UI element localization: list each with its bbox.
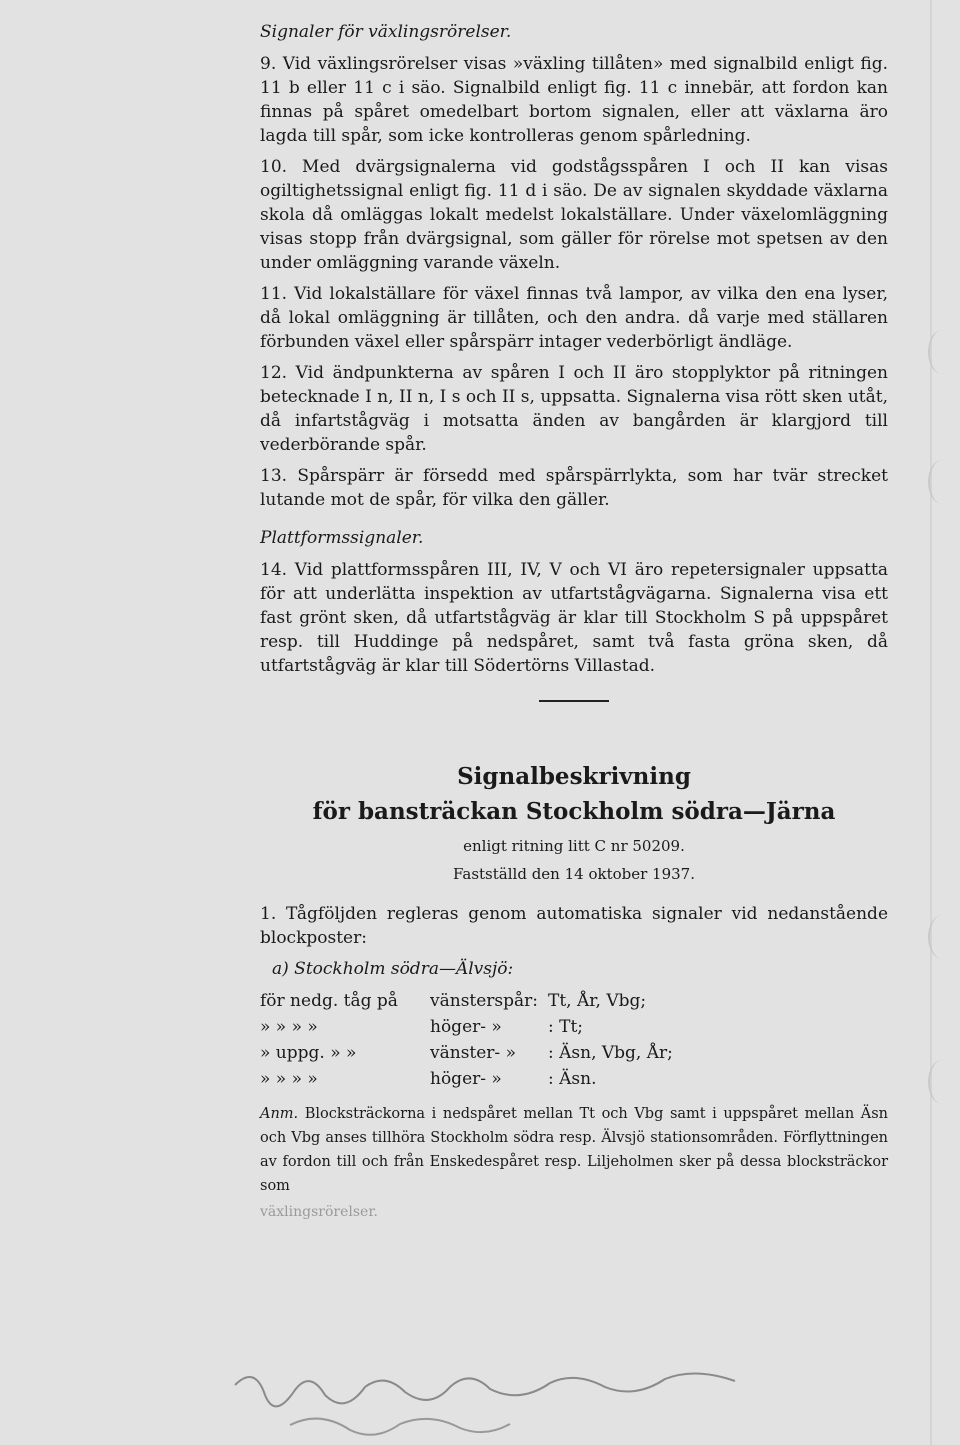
note-text: Blocksträckorna i nedspåret mellan Tt och Vbg samt i uppspåret mellan Äsn och Vbg anses tillhöra Stockholm södra resp. Älvsjö stationsområden. Förflyttningen av fordon till och från Enskedespåret resp. Liljeholmen sker på dessa blocksträckor som — [260, 1106, 888, 1194]
title-line-2: för bansträckan Stockholm södra—Järna — [312, 798, 836, 825]
title-line-1: Signalbeskrivning — [457, 763, 691, 790]
paragraph-9: 9. Vid växlingsrörelser visas »växling tillåten» med signalbild enligt fig. 11 b eller 11 c i säo. Signalbild enligt fig. 11 c innebär, att fordon kan finnas på spåret omedelbart bortom signalen, eller att växlarna äro lagda till spår, som icke kontrolleras genom spårledning. — [260, 54, 888, 146]
note-label: Anm. — [260, 1106, 299, 1122]
block-post-table — [260, 988, 888, 1092]
binder-hole — [928, 915, 956, 959]
paragraph-14: 14. Vid plattformsspåren III, IV, V och VI äro repetersignaler uppsatta för att underlätta inspektion av utfartstågvägarna. Signalerna visa ett fast grönt sken, då utfartstågväg är klar till Stockholm S på uppspåret resp. till Huddinge på nedspåret, samt två fasta gröna sken, då utfartstågväg är klar till Södertörns Villastad. — [260, 560, 888, 676]
handwritten-scribble — [230, 1355, 930, 1445]
section-heading-platform: Plattformssignaler. — [260, 528, 424, 548]
section-heading-signals: Signaler för växlingsrörelser. — [260, 22, 512, 42]
table-row: » uppg. » » vänster- » : Äsn, Vbg, År; — [260, 1043, 673, 1063]
section-1-text: 1. Tågföljden regleras genom automatiska signaler vid nedanstående blockposter: — [260, 904, 888, 948]
text-column — [260, 20, 888, 1224]
separator-line — [539, 700, 609, 702]
page-edge — [930, 0, 932, 1445]
annotation-note — [260, 1102, 888, 1198]
binder-hole — [928, 1060, 956, 1104]
binder-hole — [928, 460, 956, 504]
paragraph-12: 12. Vid ändpunkterna av spåren I och II äro stopplyktor på ritningen betecknade I n, II n, I s och II s, uppsatta. Signalerna visa rött sken utåt, då infartstågväg i motsatta änden av bangården är klargjord till vederbörande spår. — [260, 363, 888, 455]
table-row: för nedg. tåg på vänsterspår: Tt, År, Vbg; — [260, 991, 647, 1011]
table-row: » » » » höger- » : Äsn. — [260, 1069, 597, 1089]
subtitle-drawing: enligt ritning litt C nr 50209. — [463, 837, 685, 855]
table-row: » » » » höger- » : Tt; — [260, 1017, 584, 1037]
paragraph-13: 13. Spårspärr är försedd med spårspärrlykta, som har tvär strecket lutande mot de spår, för vilka den gäller. — [260, 466, 888, 510]
faded-continuation: växlingsrörelser. — [260, 1204, 378, 1220]
binder-hole — [928, 330, 956, 374]
paragraph-11: 11. Vid lokalställare för växel finnas två lampor, av vilka den ena lyser, då lokal omläggning är tillåten, och den andra. då varje med ställaren förbunden växel eller spårspärr intager vederbörligt ändläge. — [260, 284, 888, 352]
subtitle-date: Fastställd den 14 oktober 1937. — [453, 865, 695, 883]
section-1a-heading: a) Stockholm södra—Älvsjö: — [272, 959, 514, 979]
paragraph-10: 10. Med dvärgsignalerna vid godstågsspåren I och II kan visas ogiltighetssignal enligt fig. 11 d i säo. De av signalen skyddade växlarna skola då omläggas lokalt medelst lokalställare. Under växelomläggning visas stopp från dvärgsignal, som gäller för rörelse mot spetsen av den under omläggning varande växeln. — [260, 157, 888, 273]
